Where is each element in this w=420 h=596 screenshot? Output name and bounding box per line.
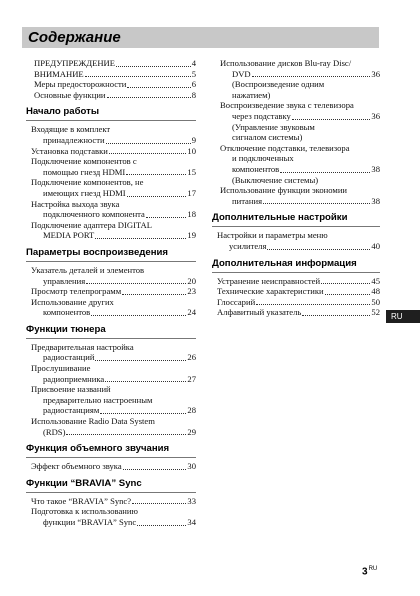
dot-leader [146, 217, 187, 218]
toc-entry-page: 8 [191, 89, 196, 100]
toc-entry-line [31, 517, 196, 528]
dot-leader [109, 153, 187, 154]
toc-entry[interactable] [220, 185, 380, 206]
toc-entry-line [31, 265, 196, 276]
page-title: Содержание [28, 29, 121, 46]
toc-entry-line [220, 196, 380, 207]
toc-entry-title: Основные функции [34, 89, 106, 100]
toc-entry[interactable] [31, 220, 196, 241]
dot-leader [107, 97, 191, 98]
dot-leader [95, 360, 186, 361]
toc-entry[interactable] [34, 69, 196, 80]
toc-entry-note: (Воспроизведение одним [232, 79, 325, 90]
dot-leader [123, 469, 187, 470]
toc-entry-title: Глоссарий [217, 296, 256, 307]
toc-entry-line [31, 427, 196, 438]
toc-entry-line [31, 167, 196, 178]
toc-entry-title: компонентов [232, 163, 280, 174]
toc-entry-line [220, 164, 380, 175]
toc-entry-line [31, 230, 196, 241]
dot-leader [116, 66, 191, 67]
toc-entry-title: Использование функции экономии [220, 185, 348, 196]
toc-entry-note: (Выключение системы) [232, 174, 319, 185]
toc-entry-line [220, 111, 380, 122]
dot-leader [127, 87, 190, 88]
toc-entry-title: компонентов [43, 307, 91, 318]
toc-entry-line [31, 177, 196, 188]
toc-entry-line [217, 241, 380, 252]
section-heading: Функции “BRAVIA” Sync [26, 478, 196, 493]
toc-entry[interactable] [217, 297, 380, 308]
toc-section-entries [26, 121, 196, 241]
toc-section-entries [212, 273, 380, 318]
section-heading: Параметры воспроизведения [26, 247, 196, 262]
toc-entry-title: Устранение неисправностей [217, 275, 321, 286]
dot-leader [292, 119, 371, 120]
toc-entry-page: 28 [187, 405, 196, 416]
toc-entry-line [217, 297, 380, 308]
toc-entry-line [31, 342, 196, 353]
toc-entry[interactable] [31, 416, 196, 437]
toc-entry-line [31, 297, 196, 308]
toc-entry[interactable] [31, 461, 196, 472]
section-heading: Дополнительная информация [212, 258, 380, 273]
toc-entry-line [31, 188, 196, 199]
toc-entry[interactable] [31, 363, 196, 384]
toc-entry[interactable] [220, 143, 380, 185]
toc-entry[interactable] [34, 79, 196, 90]
toc-entry-line [31, 363, 196, 374]
toc-entry-page: 38 [371, 163, 380, 174]
dot-leader [122, 294, 186, 295]
toc-entry-page: 6 [191, 79, 196, 90]
dot-leader [91, 315, 186, 316]
toc-entry[interactable] [31, 496, 196, 507]
toc-entry-line [31, 307, 196, 318]
toc-entry[interactable] [31, 506, 196, 527]
toc-entry-line [220, 185, 380, 196]
toc-entry[interactable] [31, 342, 196, 363]
toc-entry[interactable] [31, 265, 196, 286]
toc-entry[interactable] [31, 199, 196, 220]
dot-leader [263, 203, 370, 204]
toc-entry-title: через подставку [232, 110, 291, 121]
toc-entry-page: 19 [187, 230, 196, 241]
toc-entry-page: 15 [187, 166, 196, 177]
toc-entry-page: 29 [187, 426, 196, 437]
toc-entry-line [34, 79, 196, 90]
dot-leader [267, 249, 370, 250]
toc-section [26, 443, 196, 472]
toc-entry-title: Предварительная настройка [31, 341, 134, 352]
toc-entry-line [31, 135, 196, 146]
toc-entry-line [217, 276, 380, 287]
toc-entry-title: Технические характеристики [217, 286, 324, 297]
toc-section [26, 106, 196, 241]
toc-entry-page: 34 [187, 517, 196, 527]
toc-entry-page: 17 [187, 187, 196, 198]
dot-leader [302, 315, 370, 316]
toc-entry-title: Подготовка к использованию [31, 506, 138, 517]
toc-entry-page: 40 [371, 240, 380, 251]
toc-entry-line [31, 384, 196, 395]
toc-entry-title: Использование других [31, 296, 114, 307]
dot-leader [86, 283, 186, 284]
toc-entry-page: 24 [187, 307, 196, 318]
toc-entry-title: DVD [232, 68, 251, 79]
toc-entry[interactable] [34, 90, 196, 101]
toc-entry-line [31, 461, 196, 472]
toc-entry-page: 26 [187, 352, 196, 363]
page-number-value: 3 [362, 566, 368, 578]
toc-entry-title: Использование дисков Blu-ray Disc/ [220, 58, 352, 68]
toc-entry-page: 9 [191, 134, 196, 145]
toc-right-column [212, 58, 380, 324]
toc-section-entries [26, 262, 196, 318]
toc-entry-line [31, 156, 196, 167]
toc-entry[interactable] [220, 58, 380, 100]
toc-entry-title: Установка подставки [31, 145, 108, 156]
toc-entry-line [217, 230, 380, 241]
toc-entry-page: 4 [191, 58, 196, 68]
toc-entry-title: управления [43, 275, 86, 286]
toc-entry-line [34, 69, 196, 80]
toc-section [26, 324, 196, 437]
toc-entry[interactable] [31, 124, 196, 145]
toc-entry-line [31, 209, 196, 220]
toc-entry-title: Подключение компонентов, не [31, 177, 144, 188]
toc-section [26, 247, 196, 318]
dot-leader [325, 294, 371, 295]
toc-entry[interactable] [31, 286, 196, 297]
toc-entry-line [31, 199, 196, 210]
toc-entry-line [31, 220, 196, 231]
toc-entry-page: 52 [371, 307, 380, 318]
toc-entry-title: Воспроизведение звука с телевизора [220, 100, 354, 111]
toc-entry-title: Прослушивание [31, 363, 91, 374]
toc-entry-title: Просмотр телепрограмм [31, 286, 122, 297]
toc-entry-line [220, 69, 380, 80]
toc-entry-page: 30 [187, 461, 196, 472]
toc-entry-title: функции “BRAVIA” Sync [43, 517, 137, 527]
toc-entry[interactable] [31, 384, 196, 416]
toc-entry-title: Что такое “BRAVIA” Sync? [31, 495, 132, 506]
toc-section [26, 478, 196, 528]
toc-entry-page: 18 [187, 209, 196, 220]
section-heading: Функция объемного звучания [26, 443, 196, 458]
toc-entry[interactable] [217, 230, 380, 251]
toc-entry-line [31, 416, 196, 427]
language-tab: RU [386, 310, 420, 323]
toc-entry-line [217, 286, 380, 297]
toc-entry-title: имеющих гнезд HDMI [43, 187, 126, 198]
toc-top-group [212, 58, 380, 206]
toc-entry-title: принадлежности [43, 134, 105, 145]
toc-entry[interactable] [31, 177, 196, 198]
toc-entry-line [220, 153, 380, 164]
toc-entry-line [220, 58, 380, 69]
toc-entry-page: 27 [187, 373, 196, 384]
toc-section-entries [212, 227, 380, 251]
toc-entry-line [31, 352, 196, 363]
section-heading: Дополнительные настройки [212, 212, 380, 227]
section-heading: Функции тюнера [26, 324, 196, 339]
toc-entry-page: 5 [191, 68, 196, 79]
dot-leader [256, 304, 370, 305]
dot-leader [252, 76, 371, 77]
dot-leader [85, 76, 191, 77]
toc-entry-page: 33 [187, 495, 196, 506]
dot-leader [280, 172, 370, 173]
toc-entry-title: питания [232, 195, 263, 206]
toc-entry-page: 50 [371, 296, 380, 307]
toc-entry-page: 38 [371, 195, 380, 206]
toc-entry-line [31, 124, 196, 135]
section-heading: Начало работы [26, 106, 196, 121]
toc-entry-page: 45 [371, 275, 380, 286]
toc-section-entries [26, 458, 196, 472]
toc-entry[interactable] [217, 276, 380, 287]
toc-entry-page: 20 [187, 275, 196, 286]
toc-entry-title: MEDIA PORT [43, 230, 95, 241]
toc-entry-line [31, 405, 196, 416]
toc-entry-title: Использование Radio Data System [31, 416, 155, 427]
page-number [362, 566, 377, 577]
dot-leader [132, 503, 186, 504]
dot-leader [127, 196, 187, 197]
toc-entry-title: предварительно настроенным [43, 394, 153, 405]
toc-entry-line [31, 395, 196, 406]
toc-entry-line [31, 286, 196, 297]
toc-entry-title: помощью гнезд HDMI [43, 166, 126, 177]
toc-entry[interactable] [217, 286, 380, 297]
toc-entry[interactable] [31, 146, 196, 157]
toc-entry-line [34, 90, 196, 101]
toc-entry-page: 10 [187, 145, 196, 156]
toc-entry-title: ПРЕДУПРЕЖДЕНИЕ [34, 58, 115, 68]
page-number-suffix: RU [368, 566, 378, 572]
toc-entry-title: Подключение адаптера DIGITAL [31, 219, 152, 230]
toc-entry-line [217, 307, 380, 318]
toc-section-entries [26, 493, 196, 528]
toc-entry-title: радиостанций [43, 352, 95, 363]
toc-entry-title: подключенного компонента [43, 209, 145, 220]
toc-entry-line [31, 374, 196, 385]
dot-leader [137, 525, 186, 526]
toc-entry-note: нажатием) [232, 89, 271, 100]
toc-entry-title: усилителя [229, 240, 267, 251]
toc-entry[interactable] [217, 307, 380, 318]
dot-leader [126, 174, 186, 175]
toc-entry-line [31, 506, 196, 517]
toc-entry-line [31, 276, 196, 287]
toc-entry[interactable] [34, 58, 196, 69]
toc-entry[interactable] [220, 100, 380, 142]
toc-section-entries [26, 339, 196, 437]
toc-entry-page: 23 [187, 286, 196, 297]
toc-entry-line [220, 143, 380, 154]
toc-entry-title: радиостанциям [43, 405, 100, 416]
toc-entry-title: Меры предосторожности [34, 79, 127, 90]
contents-header-bar [22, 27, 379, 48]
toc-entry-title: Подключение компонентов с [31, 156, 137, 167]
toc-entry[interactable] [31, 297, 196, 318]
toc-entry-title: Отключение подставки, телевизора [220, 142, 350, 153]
toc-entry-title: Эффект объемного звука [31, 461, 122, 472]
dot-leader [105, 381, 186, 382]
toc-entry[interactable] [31, 156, 196, 177]
toc-entry-title: Алфавитный указатель [217, 307, 302, 318]
toc-section [212, 212, 380, 251]
toc-entry-page: 36 [371, 68, 380, 79]
toc-entry-title: и подключенных [232, 153, 294, 164]
toc-entry-title: Присвоение названий [31, 384, 111, 395]
toc-entry-line [220, 100, 380, 111]
toc-entry-title: Указатель деталей и элементов [31, 264, 145, 275]
toc-entry-title: (RDS) [43, 426, 66, 437]
toc-entry-page: 36 [371, 110, 380, 121]
toc-left-column [26, 58, 196, 534]
toc-entry-line [31, 146, 196, 157]
toc-entry-title: ВНИМАНИЕ [34, 68, 84, 79]
toc-entry-title: Настройка выхода звука [31, 198, 120, 209]
toc-entry-title: Входящие в комплект [31, 124, 111, 135]
toc-section [212, 258, 380, 318]
toc-top-group [26, 58, 196, 100]
toc-entry-line [31, 496, 196, 507]
toc-entry-title: радиоприемника [43, 373, 105, 384]
dot-leader [321, 283, 370, 284]
toc-entry-note: сигналом системы) [232, 132, 303, 143]
toc-entry-title: Настройки и параметры меню [217, 230, 328, 241]
dot-leader [100, 413, 186, 414]
toc-entry-page: 48 [371, 286, 380, 297]
dot-leader [106, 143, 191, 144]
toc-entry-note: (Управление звуковым [232, 121, 315, 132]
dot-leader [66, 434, 186, 435]
toc-entry-line [34, 58, 196, 69]
dot-leader [95, 238, 186, 239]
